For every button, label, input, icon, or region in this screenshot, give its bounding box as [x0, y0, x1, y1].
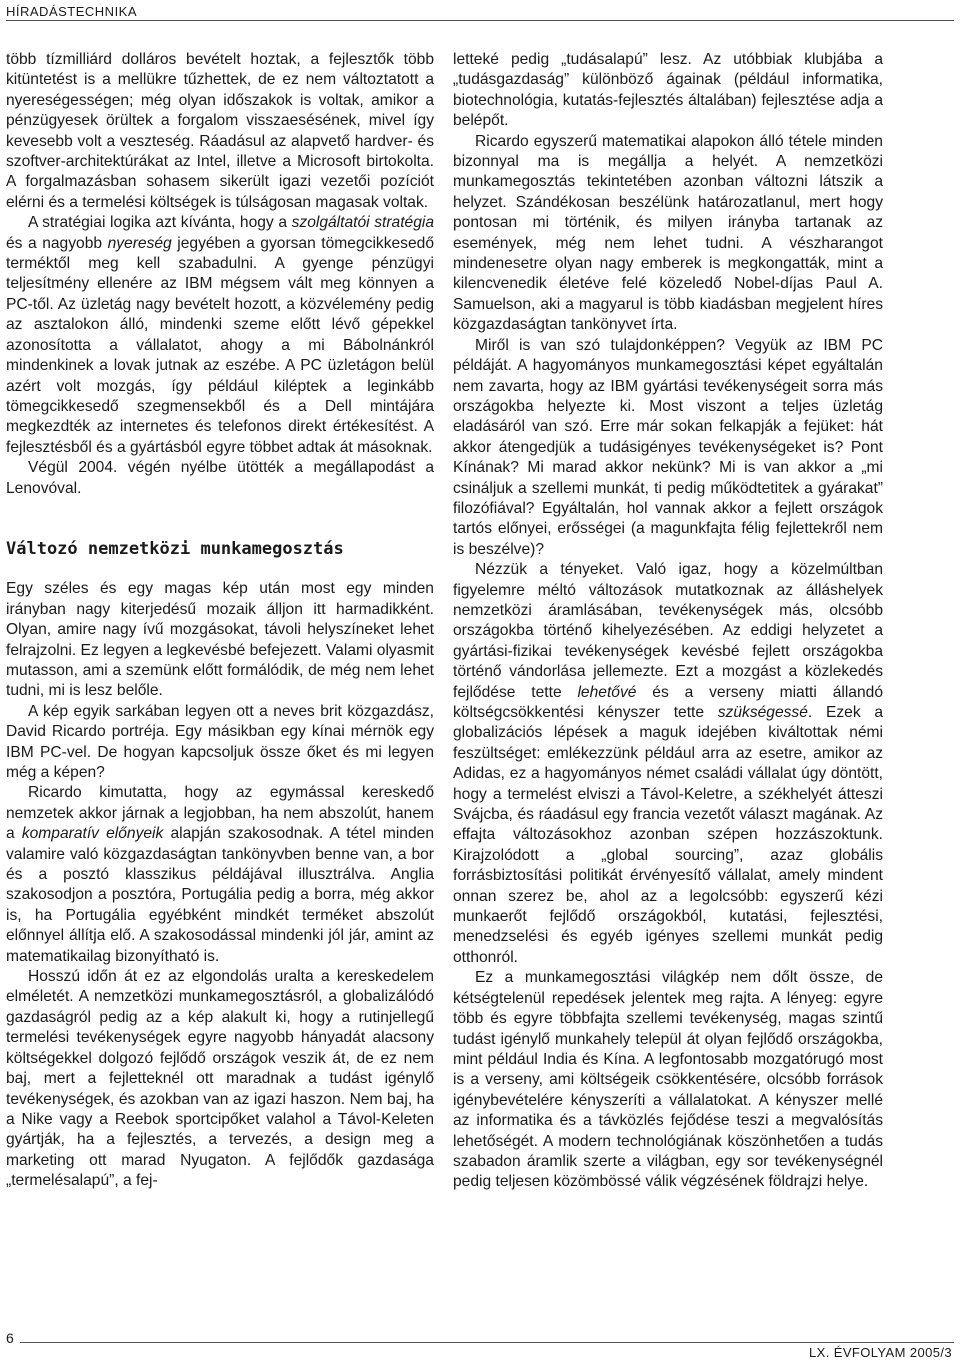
footer-rule — [6, 1342, 954, 1343]
paragraph: Nézzük a tényeket. Való igaz, hogy a közelmúltban figyelemre méltó változások mutatkoznak az álláshelyek nemzetközi áramlásában, tevékenységek más, olcsóbb országokba történő kihelyezésében. Az eddigi helyzetet a gyártási-fizikai tevékenységek kevésbé fejlett országokba történő vándorlása jellemezte. Ezt a mozgást a közlekedés fejlődése tette lehetővé és a verseny miatti állandó költségcsökkentési kényszer tette szükségessé. Ezek a globalizációs lépések a maguk idejében kiváltottak némi feszültséget: emlékezzünk például arra az esetre, amikor az Adidas, ez a hagyományos német családi vállalat úgy döntött, hogy a termelést elviszi a Távol-Keletre, a székhelyét átteszi Svájcba, és ráadásul egy francia vezetőt választ magának. Az effajta változásokhoz azonban szépen hozzászoktunk. Kirajzolódott a „global sourcing”, azaz globális forrásbiztosítási politikát érvényesítő vállalat, amely mindent onnan szerez be, ahol az a legolcsóbb: egyszerű kézi munkaerőt fejlődő országokból, kutatási, fejlesztési, menedzselési és egyéb igényes szellemi munkát pedig otthonról. — [453, 561, 883, 966]
issue-label: LX. ÉVFOLYAM 2005/3 — [809, 1345, 952, 1360]
left-column — [6, 50, 434, 1192]
paragraph: letteké pedig „tudásalapú” lesz. Az utóbbiak klubjába a „tudásgazdaság” különböző ágainak (például informatika, biotechnológia, kutatás-fejlesztés általában) fejlesztése adja a belépőt. — [453, 51, 883, 130]
paragraph: A stratégiai logika azt kívánta, hogy a szolgáltatói stratégia és a nagyobb nyereség jegyében a gyorsan tömegcikkesedő terméktől meg kell szabadulni. A gyenge pénzügyi teljesítmény ellenére az IBM mégsem vált meg könnyen a PC-től. Az üzletág nagy bevételt hozott, a közvélemény pedig az asztalokon álló, mindenki szeme előtt lévő gépekkel azonosította a vállalatot, ahogy a mi Bábolnánkról mindenkinek a lovak jutnak az eszébe. A PC üzletágon belül azért volt mozgás, így például kiléptek a leginkább tömegcikkesedő szegmensekből és a Dell mintájára megkezdték az internetes és telefonos direkt értékesítést. A fejlesztésből és a gyártásból egyre többet adtak át másoknak. — [6, 214, 435, 456]
paragraph: több tízmilliárd dolláros bevételt hoztak, a fejlesztők több kitüntetést is a mellükre tűzhettek, de ez nem változtatott a nyereségességen; még olyan időszakok is voltak, amikor a pénzügyesek örültek a forgalom visszaesésének, mivel így kevesebb volt a veszteség. Ráadásul az alapvető hardver- és szoftver-architektúrákat az Intel, illetve a Microsoft birtokolta. A forgalmazásban sohasem sikerült igazi vezetői pozíciót elérni és a termelési költségek is túlságosan magasak voltak. — [6, 51, 434, 211]
paragraph: Ricardo egyszerű matematikai alapokon álló tétele minden bizonnyal ma is megállja a helyét. A nemzetközi munkamegosztás tekintetében azonban változni látszik a helyzet. Szándékosan beszélünk határozatlanul, mert hogy pontosan mi történik, és milyen irányba tartanak az események, még nem lehet tudni. A vészharangot mindenesetre olyan nagy emberek is megkongatták, mint a kilencvenedik életéve felé közeledő Nobel-díjas Paul A. Samuelson, aki a magyarul is több kiadásban megjelent híres közgazdaságtan tankönyvet írta. — [453, 132, 883, 334]
page-number: 6 — [6, 1330, 20, 1346]
paragraph: Ez a munkamegosztási világkép nem dőlt össze, de kétségtelenül repedések jelentek meg rajta. A lényeg: egyre több és egyre többfajta szellemi tevékenység, magas szintű tudást igénylő munkahely települ át olyan fejlődő országokba, mint például India és Kína. A legfontosabb mozgatórugó most is a verseny, ami költségeik csökkentésére, olcsóbb források igénybevételére kényszeríti a vállalatokat. A kényszer mellé az informatika és a távközlés fejődése teszi a megvalósítás lehetőségét. A modern technológiának köszönhetően a tudás szabadon áramlik szerte a világban, egy sor tevékenységnél pedig teljesen közömbössé válik végzésének földrajzi helye. — [453, 969, 883, 1191]
header-rule — [6, 20, 954, 21]
paragraph: Végül 2004. végén nyélbe ütötték a megállapodást a Lenovóval. — [6, 459, 434, 497]
section-heading: Változó nemzetközi munkamegosztás — [6, 538, 344, 559]
paragraph: Egy széles és egy magas kép után most egy minden irányban nagy kiterjedésű mozaik álljon itt harmadikként. Olyan, amire nagy ívű mozgásokat, távoli helyszíneket lehet felrajzolni. Ez legyen a legkevésbé befejezett. Valami olyasmit mutasson, ami a szemünk előtt formálódik, de még nem lehet tudni, mi is lesz belőle. — [6, 580, 434, 700]
right-column — [453, 50, 883, 1193]
paragraph: Miről is van szó tulajdonképpen? Vegyük az IBM PC példáját. A hagyományos munkamegosztási képet egyáltalán nem zavarta, hogy az IBM gyártási tevékenységeit sorra más országokba helyezte ki. Most viszont a teljes üzletág eladásáról van szó. Erre már sokan felkapják a fejüket: hát akkor átengedjük a tudásigényes tevékenységeket is? Pont Kínának? Mi marad akkor nekünk? Mi is van akkor a „mi csináljuk a szellemi munkát, ti pedig működtetitek a gyárakat” filozófiával? Egyáltalán, hol vannak akkor a fejlett országok tartós előnyei, erősségei (a magunkfajta félig fejlettekről nem is beszélve)? — [453, 336, 883, 558]
paragraph: A kép egyik sarkában legyen ott a neves brit közgazdász, David Ricardo portréja. Egy másikban egy kínai mérnök egy IBM PC-vel. De hogyan kapcsoljuk össze őket és mi legyen még a képen? — [6, 702, 434, 781]
running-header: HÍRADÁSTECHNIKA — [6, 4, 138, 19]
paragraph: Hosszú időn át ez az elgondolás uralta a kereskedelem elméletét. A nemzetközi munkamegosztásról, a globalizálódó gazdaságról pedig az a kép alakult ki, hogy a rutinjellegű termelési tevékenységek egyre nagyobb hányadát alacsony költségekkel dolgozó fejlődő országok veszik át, de ez nem baj, mert a fejletteknél ott maradnak a tudást igénylő tevékenységek, és azokban van az igazi haszon. Nem baj, ha a Nike vagy a Reebok sportcipőket valahol a Távol-Keleten gyártják, ha a fejlesztés, a tervezés, a design meg a marketing ott marad Nyugaton. A fejlődők gazdasága „termelésalapú”, a fej- — [6, 968, 434, 1190]
paragraph: Ricardo kimutatta, hogy az egymással kereskedő nemzetek akkor járnak a legjobban, ha nem abszolút, hanem a komparatív előnyeik alapján szakosodnak. A tétel minden valamire való közgazdaságtan tankönyvben benne van, a bor és a posztó klasszikus példájával illusztrálva. Anglia szakosodjon a posztóra, Portugália pedig a borra, még akkor is, ha Portugália egyébként mindkét terméket abszolút előnnyel állítja elő. A szakosodással mindenki jól jár, amint az matematikailag bizonyítható is. — [6, 784, 434, 965]
